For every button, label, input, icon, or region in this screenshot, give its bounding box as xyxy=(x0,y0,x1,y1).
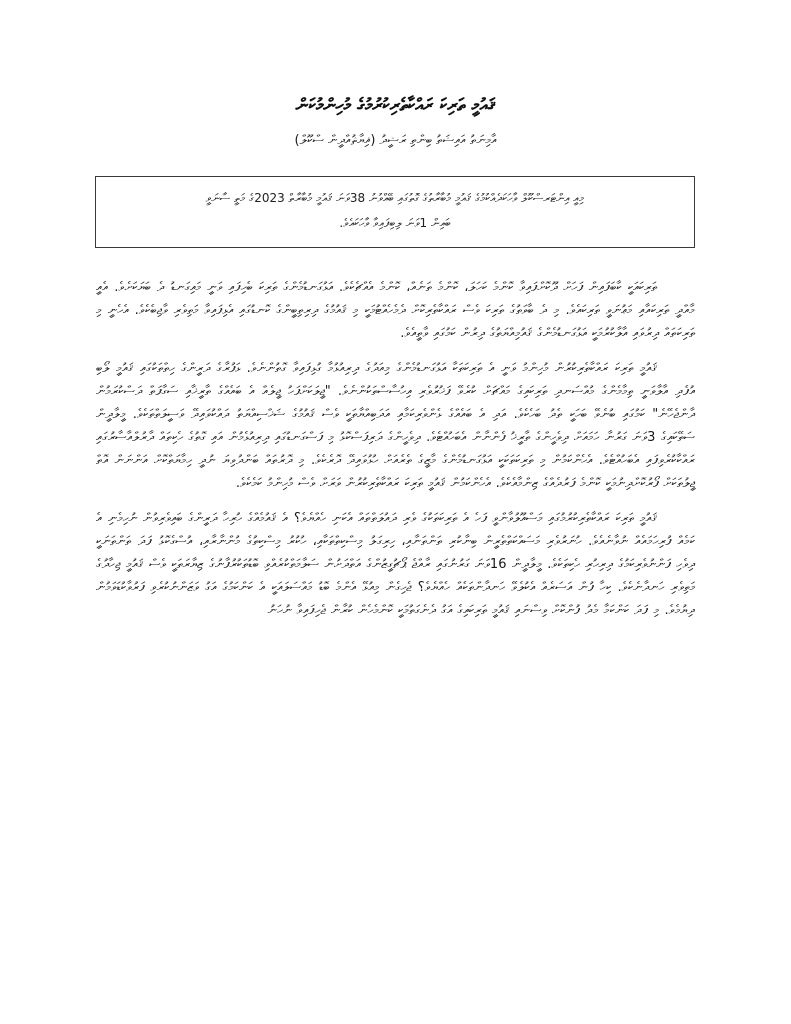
author-byline: އާމިނަތު އައިޝަތު ބިންތި ރަޝީދު (ޣިޔާޘުއްދީން ސްކޫލް) xyxy=(294,133,497,148)
publication-note-line-1: މިއީ އިންޓަރސްކޫލް ވާހަކަދެއްކުމުގެ ޤައުމީ މުބާރާތުގެ ގޮތުގައި ބޭއްވުނު 38ވަނަ ޤައުމީ މުބާރާތް 2023ގެ މަތީ ސާނަވީ xyxy=(205,190,585,205)
body-paragraph-1: ތަރިކައަކީ ކާބަފައިން ފަހަށް ދޫކޮށްފައިވާ ކޮންމެ ކަހަލަ، ކޮންމެ ތަނެއް، ކޮންމެ އެއްޗެކެވެ. އަޅުގަނޑުމެންގެ ތަރިކަ ބެހިފައި ވަނީ މައިގަނޑު ދެ ބަޔަކަށެވެ. އެއީ މާއްދީ ތަރިކައާއި މަޢުނަވީ ތަރިކައެވެ. މި ދެ ބާވަތުގެ ތަރިކަ ވެސް ރައްކާތެރިކޮށް ދެމެހެއްޓުމަކީ މި ޤައުމުގެ ދިރިތިބީންގެ ކޮނޑުގައި އެޅިފައިވާ މަތިވެރި ވާޖިބެކެވެ. އެހެނީ މި ތަރިކަތައް ދިރުވައި އާލާކުރުމަކީ އަޅުގަނޑުމެންގެ ޤައުމިއްޔަތުގެ ދިރުން ކަމުގައި ވާތީއެވެ. xyxy=(96,280,695,342)
document-title: ޤައުމީ ތަރިކަ ރައްކާތެރިކުރުމުގެ މުހިންމުކަން xyxy=(295,95,496,116)
publication-note-line-2: ބައިން 1ވަނަ ލިބިފައިވާ ވާހަކައެވެ. xyxy=(339,215,451,230)
body-paragraph-3: ޤައުމީ ތަރިކަ ރައްކާތެރިކުރުމުގައި މަސްއޫލުވާންވީ ފަހެ އެ ތަރިކަތަކުގެ ވެރި ދައުލަތްތައް އެކަނި ހެއްޔެވެ؟ އެ ޤައުމެއްގެ ހުރިހާ ދަރީންގެ ބައިވެރިވުން ނުހިމެނި އެ ކަމެއް ފުރިހަމައެއް ނުވާނެއެވެ. ހުނަރުވެރި މަސައްކަތްތެރީން ބިނާކުރި ތަންތަނާއި، ހިރިގަލު މިސްކިތްތަކާއި، ހުކުރު މިސްކިތުގެ މުންނާރާއި، އުސްގެކޮޅު ފަދަ ތަންތަނަކީ ދިވެހި ފަންނުވެރިކަމުގެ ދިރިހުރި ހެކިތަކެވެ. މީލާދީން 16ވަނަ ގަރުނުގައި ރާއްޖެ ޕޯޗުގީޒުންގެ އަތްދަށުން ސަލާމަތްކުރެއްވި ބޮޑުތަކުރުފާނުގެ ޒިޔާރަތަކީ ވެސް ޤައުމީ ޖިހާދުގެ މަތިވެރި ހަނދާނެކެވެ. ކިހާ ފުން އަސަރެއް އެކުލެވޭ ހަނދާންތަކެއް ހެއްޔެވެ؟ ޖެހިގެން މިއުޅޭ އެންމެ ބޮޑު މައްސަލައަކީ އެ ކަންކަމުގެ އަގު ވަޒަންނުކުރެވި ފަރުވާކުޑަވަމުން ދިޔުމެވެ. މި ފަދަ ކަންކަމާ މެދު ފުންކޮށް ވިސްނައި ޤައުމީ ތަރިކައިގެ އަގު ދެނެގަތުމަކީ ކޮންމެހެން ކުރާން ޖެހިފައިވާ ނުހަނު xyxy=(96,511,695,619)
body-paragraph-2: ޤައުމީ ތަރިކަ ރައްކާތެރިކުރުން މުހިންމު ވަނީ އެ ތަރިކަތަކާ އަޅުގަނޑުމެންގެ މިއަދުގެ ދިރިއުޅުމާ ގުޅިފައިވާ ގޮތުންނެވެ. ޅަފުރާގެ ދަރީންގެ ހިތްތަކުގައި ޤައުމީ ލޯބި އުފެދި އާލާވަނީ ތިމާމެންގެ މުއްސަނދި ތަރިކައިގެ މައްޗަށް ކުރެވޭ ފަޚުރުވެރި އިހުސާސްތަކުންނެވެ. "ޖީލަކަށްފަހު ޖީލެއް އެ ބައެއްގެ ތާރީޚާއި ސަގާފަތް ދަސްކުރަމުން ދާންޖެހޭނެ" ކަމުގައި ބުނެވޭ ބަހަކީ ތެދު ބަހެކެވެ. އަދި އެ ބައެއްގެ ޅެންވެރިކަމާއި އަދަބިއްޔާތަކީ ވެސް ޤައުމުގެ ޝަޚްސިއްޔަތު ދައްކުވައިދޭ ވަސީލަތްތަކެވެ. މީލާދީން ސަތޭކައިގެ 3ވަނަ ގަރުނާ ހަމައަށް ދިވެހީންގެ ތާރީޚު ފެންނާން އެބަހުއްޓެވެ. ދިވެހީންގެ ދަރިފަސްކޮޅު މި ފަސްގަނޑުގައި ދިރިއުޅެމުން އައި ގޮތުގެ ހެކިތައް ދާރުލްއާސާރުގައި ރައްކާކުރެވިފައި އެބަހުއްޓެވެ. އެހެންކަމުން މި ތަރިކަތަކަކީ އަޅުގަނޑުމެންގެ މާޒީގެ ތެރެއަށް ހުޅުވައިދޭ ދޮރެކެވެ. މި ދޮރުތައް ބަންދުވިޔަ ނުދީ ހިމާޔަތްކޮށް އަންނަން އޮތް ޖީލުތަކަށް ފޯރުކޮށްދިނުމަކީ ކޮންމެ ފަރުދެއްގެ ޒިންމާއެކެވެ. އެހެންކަމުން ޤައުމީ ތަރިކަ ރައްކާތެރިކުރުން ވަރަށް ވެސް މުހިންމު ކަމެކެވެ. xyxy=(96,361,695,492)
publication-note-box xyxy=(95,176,695,248)
